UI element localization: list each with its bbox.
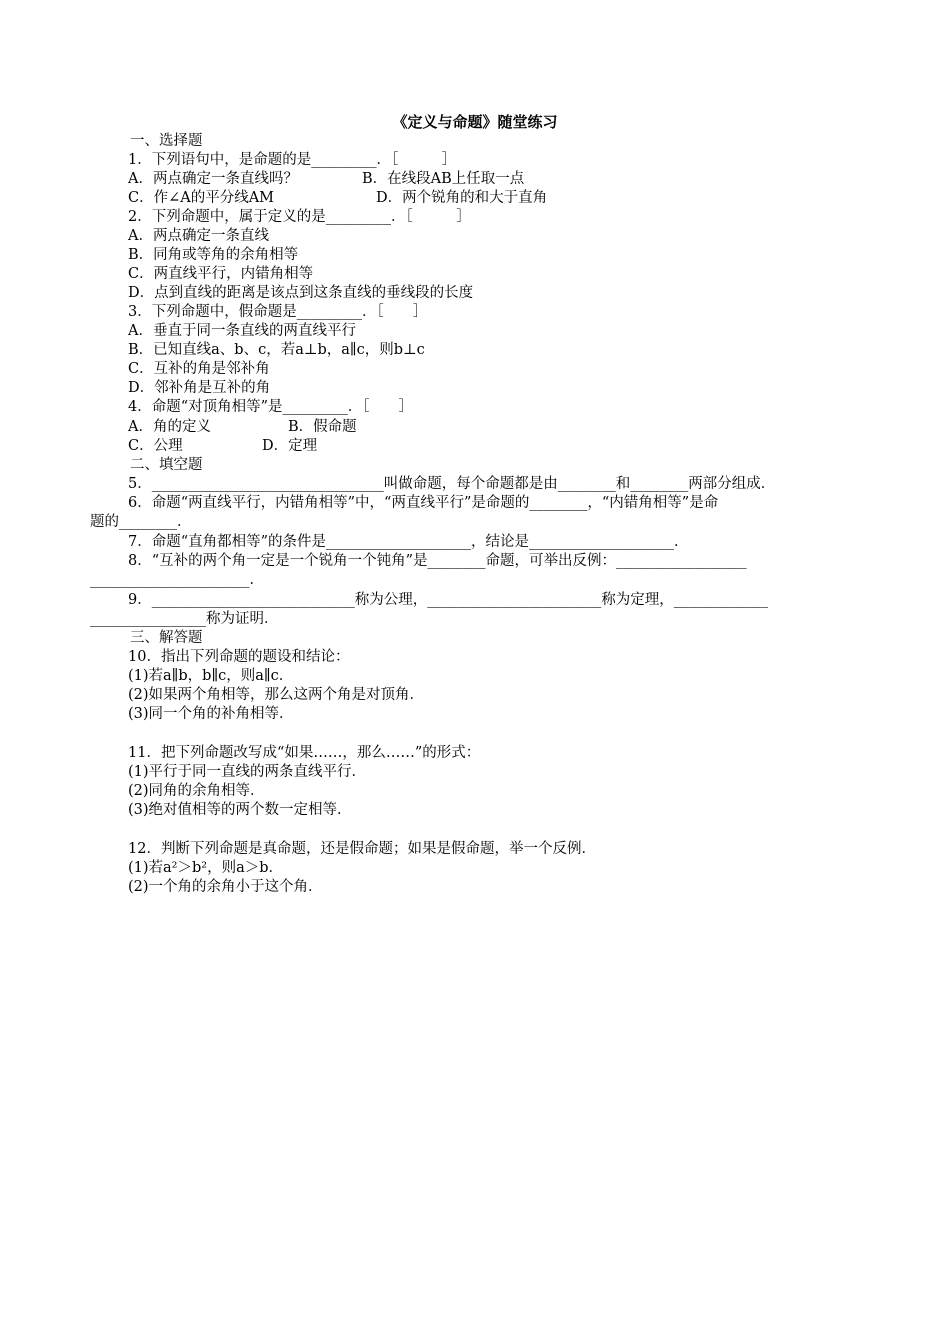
section-heading-fill: 二、填空题 xyxy=(130,457,203,473)
q10-part1: (1)若a∥b，b∥c，则a∥c． xyxy=(128,668,294,684)
q5-text: 5．________________________________叫做命题，每个命题都是由________和________两部分组成． xyxy=(128,476,776,492)
q7-text: 7．命题“直角都相等”的条件是____________________，结论是____________________． xyxy=(128,534,689,550)
q3-stem: 3．下列命题中，假命题是_________．［ ］ xyxy=(128,304,428,320)
q4-option-b: B．假命题 xyxy=(288,419,357,435)
q10-part2: (2)如果两个角相等，那么这两个角是对顶角． xyxy=(128,687,425,703)
q2-option-c: C．两直线平行，内错角相等 xyxy=(128,266,314,282)
q1-stem: 1．下列语句中，是命题的是_________．［ ］ xyxy=(128,152,457,168)
q11-part3: (3)绝对值相等的两个数一定相等． xyxy=(128,802,352,818)
q8-text-line1: 8．“互补的两个角一定是一个锐角一个钝角”是________命题，可举出反例：__________________ xyxy=(128,553,747,569)
q10-part3: (3)同一个角的补角相等． xyxy=(128,706,294,722)
q3-option-b: B．已知直线a、b、c，若a⊥b，a∥c，则b⊥c xyxy=(128,342,425,358)
q1-option-a: A．两点确定一条直线吗？ xyxy=(128,171,298,187)
q4-stem: 4．命题“对顶角相等”是_________．［ ］ xyxy=(128,399,414,415)
q1-option-b: B．在线段AB上任取一点 xyxy=(362,171,525,187)
q10-stem: 10．指出下列命题的题设和结论： xyxy=(128,649,350,665)
q2-option-b: B．同角或等角的余角相等 xyxy=(128,247,299,263)
q11-stem: 11．把下列命题改写成“如果……，那么……”的形式： xyxy=(128,745,481,761)
q9-text-line1: 9．____________________________称为公理，________________________称为定理，_____________ xyxy=(128,592,768,608)
q6-text-line1: 6．命题“两直线平行，内错角相等”中，“两直线平行”是命题的________，“内错角相等”是命 xyxy=(128,495,719,511)
q3-option-c: C．互补的角是邻补角 xyxy=(128,361,270,377)
section-heading-solve: 三、解答题 xyxy=(130,630,203,646)
q1-option-d: D．两个锐角的和大于直角 xyxy=(376,190,548,206)
q8-text-line2: ______________________． xyxy=(90,572,264,588)
q2-option-d: D．点到直线的距离是该点到这条直线的垂线段的长度 xyxy=(128,285,474,301)
q4-option-d: D．定理 xyxy=(262,438,318,454)
q2-option-a: A．两点确定一条直线 xyxy=(128,228,269,244)
q4-option-c: C．公理 xyxy=(128,438,183,454)
q12-part1: (1)若a²＞b²，则a＞b． xyxy=(128,860,284,876)
q4-option-a: A．角的定义 xyxy=(128,419,211,435)
q9-text-line2: ________________称为证明． xyxy=(90,611,279,627)
q11-part2: (2)同角的余角相等． xyxy=(128,783,265,799)
section-heading-choice: 一、选择题 xyxy=(130,133,203,149)
q12-part2: (2)一个角的余角小于这个角． xyxy=(128,879,323,895)
q1-option-c: C．作∠A的平分线AM xyxy=(128,190,275,206)
q12-stem: 12．判断下列命题是真命题，还是假命题；如果是假命题，举一个反例． xyxy=(128,841,596,857)
q3-option-d: D．邻补角是互补的角 xyxy=(128,380,271,396)
q3-option-a: A．垂直于同一条直线的两直线平行 xyxy=(128,323,356,339)
q11-part1: (1)平行于同一直线的两条直线平行． xyxy=(128,764,367,780)
q6-text-line2: 题的________． xyxy=(90,514,192,530)
q2-stem: 2．下列命题中，属于定义的是_________．［ ］ xyxy=(128,209,471,225)
page-title: 《定义与命题》随堂练习 xyxy=(392,113,558,131)
